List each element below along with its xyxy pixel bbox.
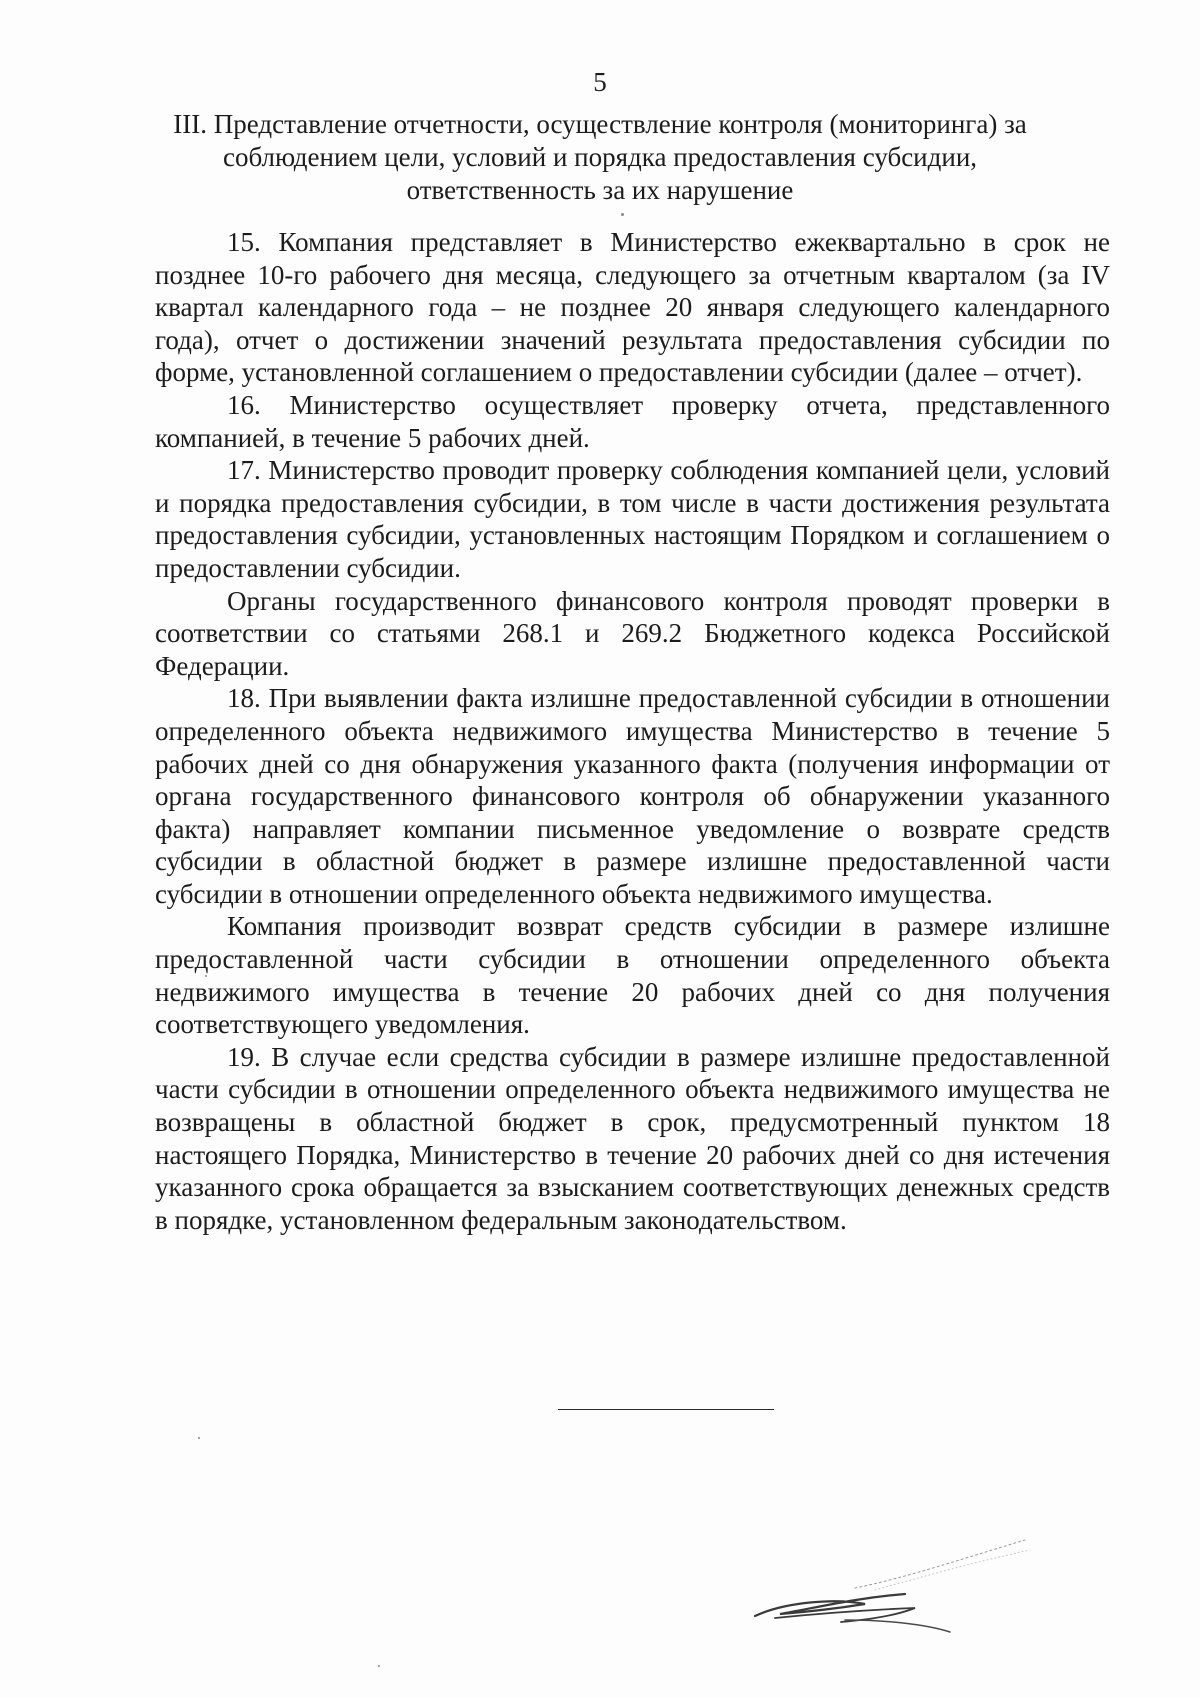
section-heading [140,108,1060,207]
paragraph-16: 16. Министерство осуществляет проверку отчета, представленного компанией, в течение 5 рабочих дней. [155,389,1110,453]
document-body [155,226,1110,1236]
scan-speck [205,975,207,977]
signature-mark [745,1528,1035,1638]
paragraph-17: 17. Министерство проводит проверку соблюдения компанией цели, условий и порядка предоставления субсидии, в том числе в части достижения результата предоставления субсидии, установленных настоящим Порядком и соглашением о предоставлении субсидии. [155,455,1110,583]
section-heading-line-1: III. Представление отчетности, осуществление контроля (мониторинга) за [173,109,1027,139]
paragraph-17-control: Органы государственного финансового контроля проводят проверки в соответствии со статьями 268.1 и 269.2 Бюджетного кодекса Российской Федерации. [155,585,1110,681]
paragraph-19: 19. В случае если средства субсидии в размере излишне предоставленной части субсидии в отношении определенного объекта недвижимого имущества не возвращены в областной бюджет в срок, предусмотренный пунктом 18 настоящего Порядка, Министерство в течение 20 рабочих дней со дня истечения указанного срока обращается за взысканием соответствующих денежных средств в порядке, установленном федеральным законодательством. [155,1041,1110,1235]
paragraph-15: 15. Компания представляет в Министерство ежеквартально в срок не позднее 10-го рабочего дня месяца, следующего за отчетным кварталом (за IV квартал календарного года – не позднее 20 января следующего календарного года), отчет о достижении значений результата предоставления субсидии по форме, установленной соглашением о предоставлении субсидии (далее – отчет). [155,227,1110,388]
page-number: 5 [593,67,607,97]
paragraph-18-refund: Компания производит возврат средств субсидии в размере излишне предоставленной части субсидии в отношении определенного объекта недвижимого имущества в течение 20 рабочих дней со дня получения соответствующего уведомления. [155,911,1110,1040]
paragraph-18: 18. При выявлении факта излишне предоставленной субсидии в отношении определенного объекта недвижимого имущества Министерство в течение 5 рабочих дней со дня обнаружения указанного факта (получения информации от органа государственного финансового контроля об обнаружении указанного факта) направляет компании письменное уведомление о возврате средств субсидии в областной бюджет в размере излишне предоставленной части субсидии в отношении определенного объекта недвижимого имущества. [155,683,1110,909]
section-heading-line-3: ответственность за их нарушение [406,175,794,205]
scan-speck [198,1437,200,1439]
end-divider [558,1409,774,1410]
scan-speck [621,213,624,216]
section-heading-line-2: соблюдением цели, условий и порядка предоставления субсидии, [222,142,978,172]
scan-speck [378,1665,380,1667]
